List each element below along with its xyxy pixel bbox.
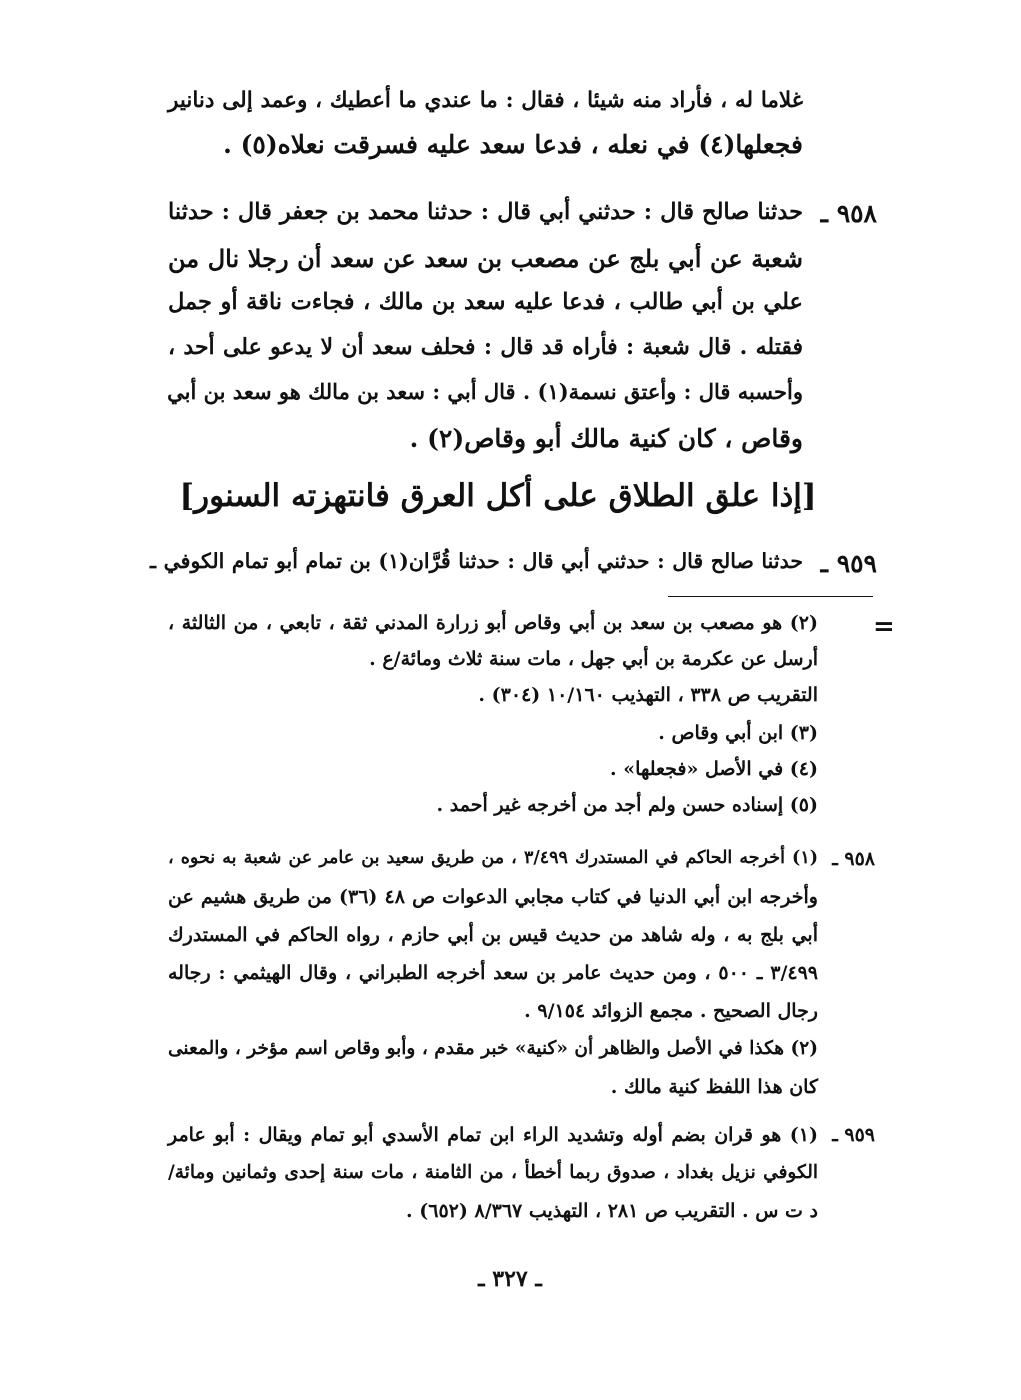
continuation-paragraph xyxy=(168,88,803,168)
footnotes-959 xyxy=(168,1124,818,1234)
text-line: علي بن أبي طالب ، فدعا عليه سعد بن مالك ، فجاءت ناقة أو جمل xyxy=(168,289,803,315)
hadith-958-text xyxy=(168,199,803,459)
text-line: فجعلها(٤) في نعله ، فدعا سعد عليه فسرقت نعلاه(٥) . xyxy=(223,130,803,159)
text-line: شعبة عن أبي بلج عن مصعب بن سعد عن سعد أن رجلا نال من xyxy=(168,244,803,273)
footnote-line: (٤) في الأصل «فجعلها» . xyxy=(610,758,818,780)
footnote-separator xyxy=(668,596,873,597)
footnote-line: د ت س . التقريب ص ٢٨١ ، التهذيب ٨/٣٦٧ (٦٥٢) . xyxy=(406,1200,818,1222)
footnote-line: (٣) ابن أبي وقاص . xyxy=(658,722,818,744)
footnote-line: (٢) هو مصعب بن سعد بن أبي وقاص أبو زرارة المدني ثقة ، تابعي ، من الثالثة ، xyxy=(168,612,818,634)
footnote-line: وأخرجه ابن أبي الدنيا في كتاب مجابي الدعوات ص ٤٨ (٣٦) من طريق هشيم عن xyxy=(168,886,818,908)
footnote-line: التقريب ص ٣٣٨ ، التهذيب ١٠/١٦٠ (٣٠٤) . xyxy=(478,684,818,706)
footnote-line: (٥) إسناده حسن ولم أجد من أخرجه غير أحمد . xyxy=(436,794,818,816)
footnotes-958 xyxy=(168,848,818,1103)
hadith-959-text xyxy=(150,549,803,585)
chapter-heading: [إذا علق الطلاق على أكل العرق فانتهزته السنور] xyxy=(179,478,817,514)
footnote-continuation-mark: = xyxy=(873,612,895,642)
footnote-line: رجال الصحيح . مجمع الزوائد ٩/١٥٤ . xyxy=(524,1000,818,1022)
footnote-line: كان هذا اللفظ كنية مالك . xyxy=(610,1076,818,1098)
footnotes-continued xyxy=(168,612,818,842)
text-line: حدثنا صالح قال : حدثني أبي قال : حدثنا قُرَّان(١) بن تمام أبو تمام الكوفي ـ xyxy=(150,549,803,573)
text-line: وأحسبه قال : وأعتق نسمة(١) . قال أبي : سعد بن مالك هو سعد بن أبي xyxy=(167,379,803,404)
footnote-line: أبي بلج به ، وله شاهد من حديث قيس بن أبي حازم ، رواه الحاكم في المستدرك xyxy=(168,924,818,946)
page-number: ـ ٣٢٧ ـ xyxy=(478,1266,542,1292)
footnote-line: الكوفي نزيل بغداد ، صدوق ربما أخطأ ، من الثامنة ، مات سنة إحدى وثمانين ومائة/ xyxy=(168,1162,818,1183)
footnote-line: (٢) هكذا في الأصل والظاهر أن «كنية» خبر مقدم ، وأبو وقاص اسم مؤخر ، والمعنى xyxy=(168,1038,818,1059)
hadith-number-959: ٩٥٩ ـ xyxy=(820,549,877,578)
footnote-line: ٣/٤٩٩ ـ ٥٠٠ ، ومن حديث عامر بن سعد أخرجه الطبراني ، وقال الهيثمي : رجاله xyxy=(168,962,818,984)
footnote-line: (١) هو قران بضم أوله وتشديد الراء ابن تمام الأسدي أبو تمام ويقال : أبو عامر xyxy=(168,1124,818,1146)
footnote-number-958: ٩٥٨ ـ xyxy=(832,848,875,870)
footnote-number-959: ٩٥٩ ـ xyxy=(832,1124,875,1146)
text-line: غلاما له ، فأراد منه شيئا ، فقال : ما عندي ما أعطيك ، وعمد إلى دنانير xyxy=(168,88,803,113)
text-line: وقاص ، كان كنية مالك أبو وقاص(٢) . xyxy=(409,424,803,453)
text-line: حدثنا صالح قال : حدثني أبي قال : حدثنا محمد بن جعفر قال : حدثنا xyxy=(168,199,803,225)
hadith-number-958: ٩٥٨ ـ xyxy=(820,199,877,228)
text-line: فقتله . قال شعبة : فأراه قد قال : فحلف سعد أن لا يدعو على أحد ، xyxy=(168,334,803,360)
footnote-line: أرسل عن عكرمة بن أبي جهل ، مات سنة ثلاث ومائة/ع . xyxy=(369,648,818,670)
footnote-line: (١) أخرجه الحاكم في المستدرك ٣/٤٩٩ ، من طريق سعيد بن عامر عن شعبة به نحوه ، xyxy=(168,848,819,868)
